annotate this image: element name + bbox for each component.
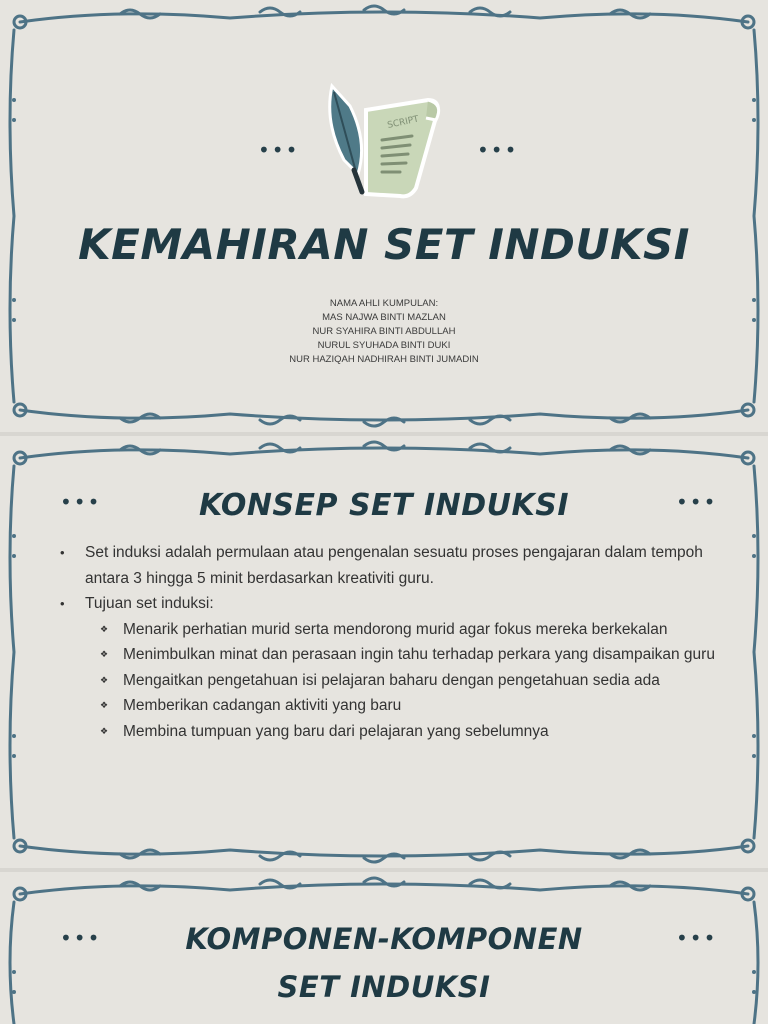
member-name: NUR SYAHIRA BINTI ABDULLAH xyxy=(312,326,456,337)
member-name: MAS NAJWA BINTI MAZLAN xyxy=(322,312,446,323)
sub-list-item: ❖ Mengaitkan pengetahuan isi pelajaran baharu dengan pengetahuan sedia ada xyxy=(85,668,720,694)
list-item xyxy=(60,591,720,744)
quill-scroll-icon xyxy=(320,82,450,204)
member-name: NUR HAZIQAH NADHIRAH BINTI JUMADIN xyxy=(289,354,479,365)
concept-list xyxy=(60,540,720,744)
slide-komponen xyxy=(0,872,768,1024)
right-dots-ornament: ••• xyxy=(477,138,519,162)
right-dots-ornament: ••• xyxy=(676,926,718,950)
ornamental-frame xyxy=(0,0,768,432)
right-dots-ornament: ••• xyxy=(676,490,718,514)
svg-text:SCRIPT: SCRIPT xyxy=(386,114,420,131)
slide-heading: KONSEP SET INDUKSI xyxy=(198,488,570,523)
slide-heading-line1: KOMPONEN-KOMPONEN xyxy=(185,922,583,956)
members-heading: NAMA AHLI KUMPULAN: xyxy=(329,298,439,309)
sub-list-item: ❖ Membina tumpuan yang baru dari pelajaran yang sebelumnya xyxy=(85,719,720,745)
left-dots-ornament: ••• xyxy=(60,490,102,514)
purpose-list xyxy=(85,617,720,745)
sub-list-item: ❖ Memberikan cadangan aktiviti yang baru xyxy=(85,693,720,719)
left-dots-ornament: ••• xyxy=(258,138,300,162)
slide-heading-line2: SET INDUKSI xyxy=(277,970,491,1004)
slide-title xyxy=(0,0,768,432)
list-item-label: Tujuan set induksi: xyxy=(85,595,214,612)
list-item: • Set induksi adalah permulaan atau pengenalan sesuatu proses pengajaran dalam tempoh antara 3 hingga 5 minit berdasarkan kreativiti guru. xyxy=(60,540,720,591)
left-dots-ornament: ••• xyxy=(60,926,102,950)
sub-list-item: ❖ Menarik perhatian murid serta mendorong murid agar fokus mereka berkekalan xyxy=(85,617,720,643)
group-members xyxy=(0,297,768,367)
sub-list-item: ❖ Menimbulkan minat dan perasaan ingin tahu terhadap perkara yang disampaikan guru xyxy=(85,642,720,668)
member-name: NURUL SYUHADA BINTI DUKI xyxy=(317,340,451,351)
presentation-title: KEMAHIRAN SET INDUKSI xyxy=(78,220,690,269)
